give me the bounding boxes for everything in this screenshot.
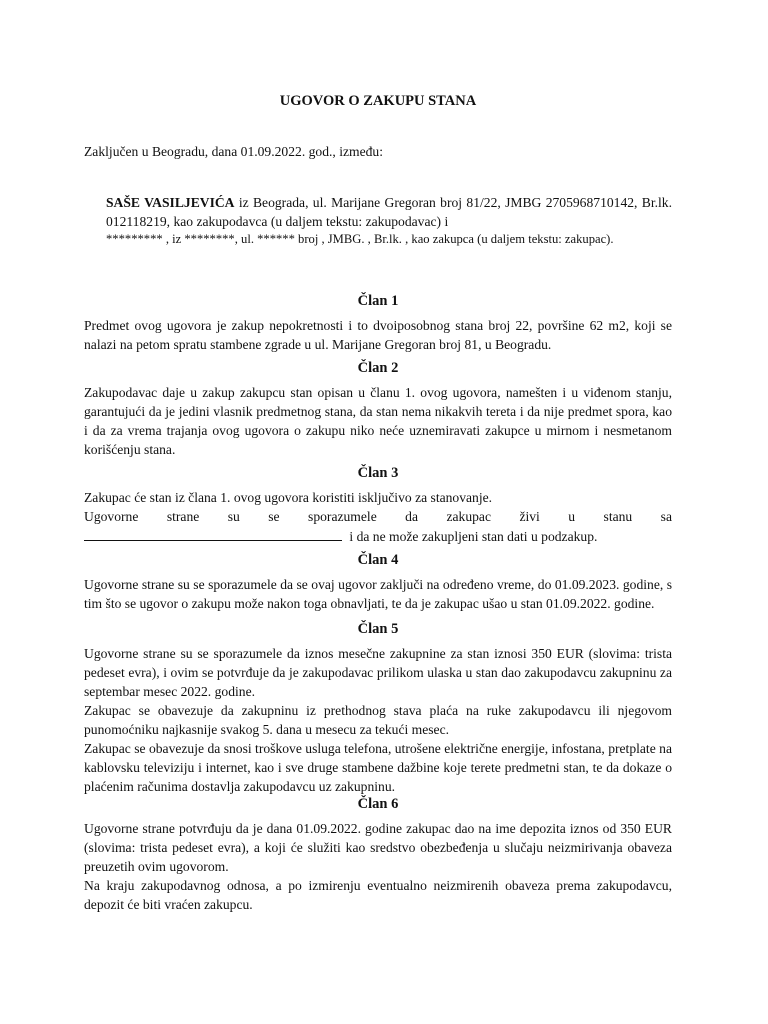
article-paragraph: Zakupac se obavezuje da snosi troškove usluga telefona, utrošene električne energije, infostana, pretplate na kablovsku televiziju i internet, kao i sve druge stambene dažbine koje terete predmetni stan, te da dokaze o plaćenim računima dostavlja zakupodavcu uz zakupninu. (84, 741, 672, 794)
article-heading: Član 5 (357, 621, 399, 637)
article-paragraph: Na kraju zakupodavnog odnosa, a po izmirenju eventualno neizmirenih obaveza prema zakupodavcu, depozit će biti vraćen zakupcu. (84, 878, 672, 912)
article-paragraph: Ugovorne strane su se sporazumele da zakupac živi u stanu sa (84, 509, 672, 524)
intro-line: Zaključen u Beogradu, dana 01.09.2022. god., između: (84, 144, 383, 159)
document-page (84, 0, 672, 1024)
parties-block (106, 193, 672, 249)
article-4 (84, 551, 672, 613)
article-heading: Član 6 (357, 796, 399, 812)
party-landlord (106, 193, 672, 231)
article-paragraph (84, 526, 672, 546)
article-5 (84, 620, 672, 796)
article-paragraph: Predmet ovog ugovora je zakup nepokretnosti i to dvoiposobnog stana broj 22, površine 62 m2, koji se nalazi na petom spratu stambene zgrade u ul. Marijane Gregoran broj 81, u Beogradu. (84, 318, 672, 352)
article-paragraph: Zakupac se obavezuje da zakupninu iz prethodnog stava plaća na ruke zakupodavcu ili njegovom punomoćniku najkasnije svakog 5. dana u mesecu za tekući mesec. (84, 703, 672, 737)
article-heading: Član 3 (357, 465, 399, 481)
article-paragraph: Ugovorne strane su se sporazumele da iznos mesečne zakupnine za stan iznosi 350 EUR (slovima: trista pedeset evra), i ovim se potvrđuje da je zakupodavac prilikom ulaska u stan dao zakupodavcu zakupninu za septembar mesec 2022. godine. (84, 646, 672, 699)
landlord-details: iz Beograda, ul. Marijane Gregoran broj 81/22, JMBG 2705968710142, Br.lk. 012118219, kao zakupodavca (u daljem tekstu: zakupodavac) i (106, 195, 672, 229)
landlord-name: SAŠE VASILJEVIĆA (106, 195, 235, 210)
article-1 (84, 292, 672, 354)
article-heading: Član 2 (357, 360, 399, 376)
article-heading: Član 4 (357, 552, 399, 568)
article-paragraph: Zakupodavac daje u zakup zakupcu stan opisan u članu 1. ovog ugovora, namešten i u viđenom stanju, garantujući da je jedini vlasnik predmetnog stana, da stan nema nikakvih tereta i da nije predmet spora, kao i da za vrema trajanja ovog ugovora o zakupu niko neće uznemiravati zakupce u mirnom i nesmetanom korišćenju stana. (84, 385, 672, 457)
party-tenant: ********* , iz ********, ul. ****** broj , JMBG. , Br.lk. , kao zakupca (u daljem tekstu: zakupac). (106, 232, 614, 246)
article-heading: Član 1 (357, 293, 399, 309)
article-6 (84, 795, 672, 914)
article-2 (84, 359, 672, 459)
document-title: UGOVOR O ZAKUPU STANA (279, 93, 477, 109)
fill-in-blank (84, 526, 342, 541)
article-paragraph: Ugovorne strane potvrđuju da je dana 01.09.2022. godine zakupac dao na ime depozita iznos od 350 EUR (slovima: trista pedeset evra), a koji će služiti kao sredstvo obezbeđenja u slučaju neizmirivanja obaveza preuzetih ovim ugovorom. (84, 821, 672, 874)
article-text: i da ne može zakupljeni stan dati u podzakup. (346, 529, 598, 544)
article-paragraph: Ugovorne strane su se sporazumele da se ovaj ugovor zaključi na određeno vreme, do 01.09.2023. godine, s tim što se ugovor o zakupu može nakon toga obnavljati, te da je zakupac ušao u stan 01.09.2022. godine. (84, 577, 672, 611)
article-3 (84, 464, 672, 546)
article-paragraph: Zakupac će stan iz člana 1. ovog ugovora koristiti isključivo za stanovanje. (84, 490, 493, 505)
